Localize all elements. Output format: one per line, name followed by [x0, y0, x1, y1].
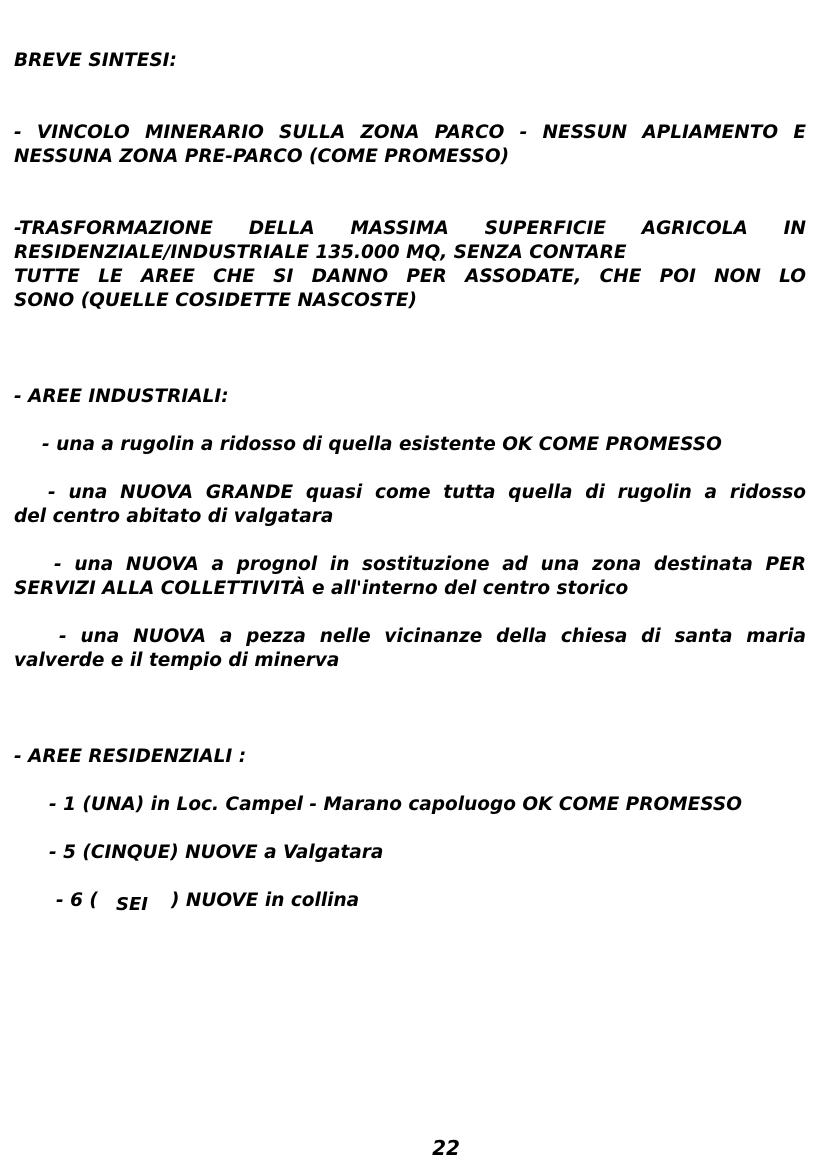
text-line: SONO (QUELLE COSIDETTE NASCOSTE)	[14, 290, 417, 311]
text-line: NESSUNA ZONA PRE-PARCO (COME PROMESSO)	[14, 146, 510, 167]
text-line: - una NUOVA a pezza nelle vicinanze della chiesa di santa maria	[59, 626, 806, 647]
text-line: SERVIZI ALLA COLLETTIVITÀ e all'interno del centro storico	[14, 578, 629, 599]
list-item	[14, 553, 806, 601]
list-item	[14, 481, 806, 529]
text-line: - VINCOLO MINERARIO SULLA ZONA PARCO - NESSUN APLIAMENTO E	[14, 122, 806, 143]
list-item	[14, 625, 806, 673]
text-line: valverde e il tempio di minerva	[14, 650, 340, 671]
list-item-end: ) NUOVE in collina	[171, 890, 360, 911]
paragraph-trasformazione	[14, 217, 806, 313]
text-line: -TRASFORMAZIONE DELLA MASSIMA SUPERFICIE AGRICOLA IN	[14, 218, 806, 239]
handwritten-fill: SEI	[116, 894, 148, 915]
page-number: 22	[432, 1136, 460, 1160]
list-item: - 5 (CINQUE) NUOVE a Valgatara	[49, 842, 384, 863]
text-line: RESIDENZIALE/INDUSTRIALE 135.000 MQ, SENZA CONTARE	[14, 242, 627, 263]
section-title-industrial: - AREE INDUSTRIALI:	[14, 386, 229, 407]
text-line: - una NUOVA GRANDE quasi come tutta quella di rugolin a ridosso	[48, 482, 806, 503]
paragraph-vincolo	[14, 121, 806, 169]
list-item: - 6 (	[56, 890, 98, 911]
list-item: - 1 (UNA) in Loc. Campel - Marano capoluogo OK COME PROMESSO	[49, 794, 742, 815]
text-line: del centro abitato di valgatara	[14, 506, 334, 527]
text-line: TUTTE LE AREE CHE SI DANNO PER ASSODATE, CHE POI NON LO	[14, 266, 806, 287]
text-line: - una NUOVA a prognol in sostituzione ad una zona destinata PER	[54, 554, 806, 575]
heading: BREVE SINTESI:	[14, 50, 177, 71]
list-item: - una a rugolin a ridosso di quella esistente OK COME PROMESSO	[42, 434, 722, 455]
section-title-residential: - AREE RESIDENZIALI :	[14, 746, 247, 767]
